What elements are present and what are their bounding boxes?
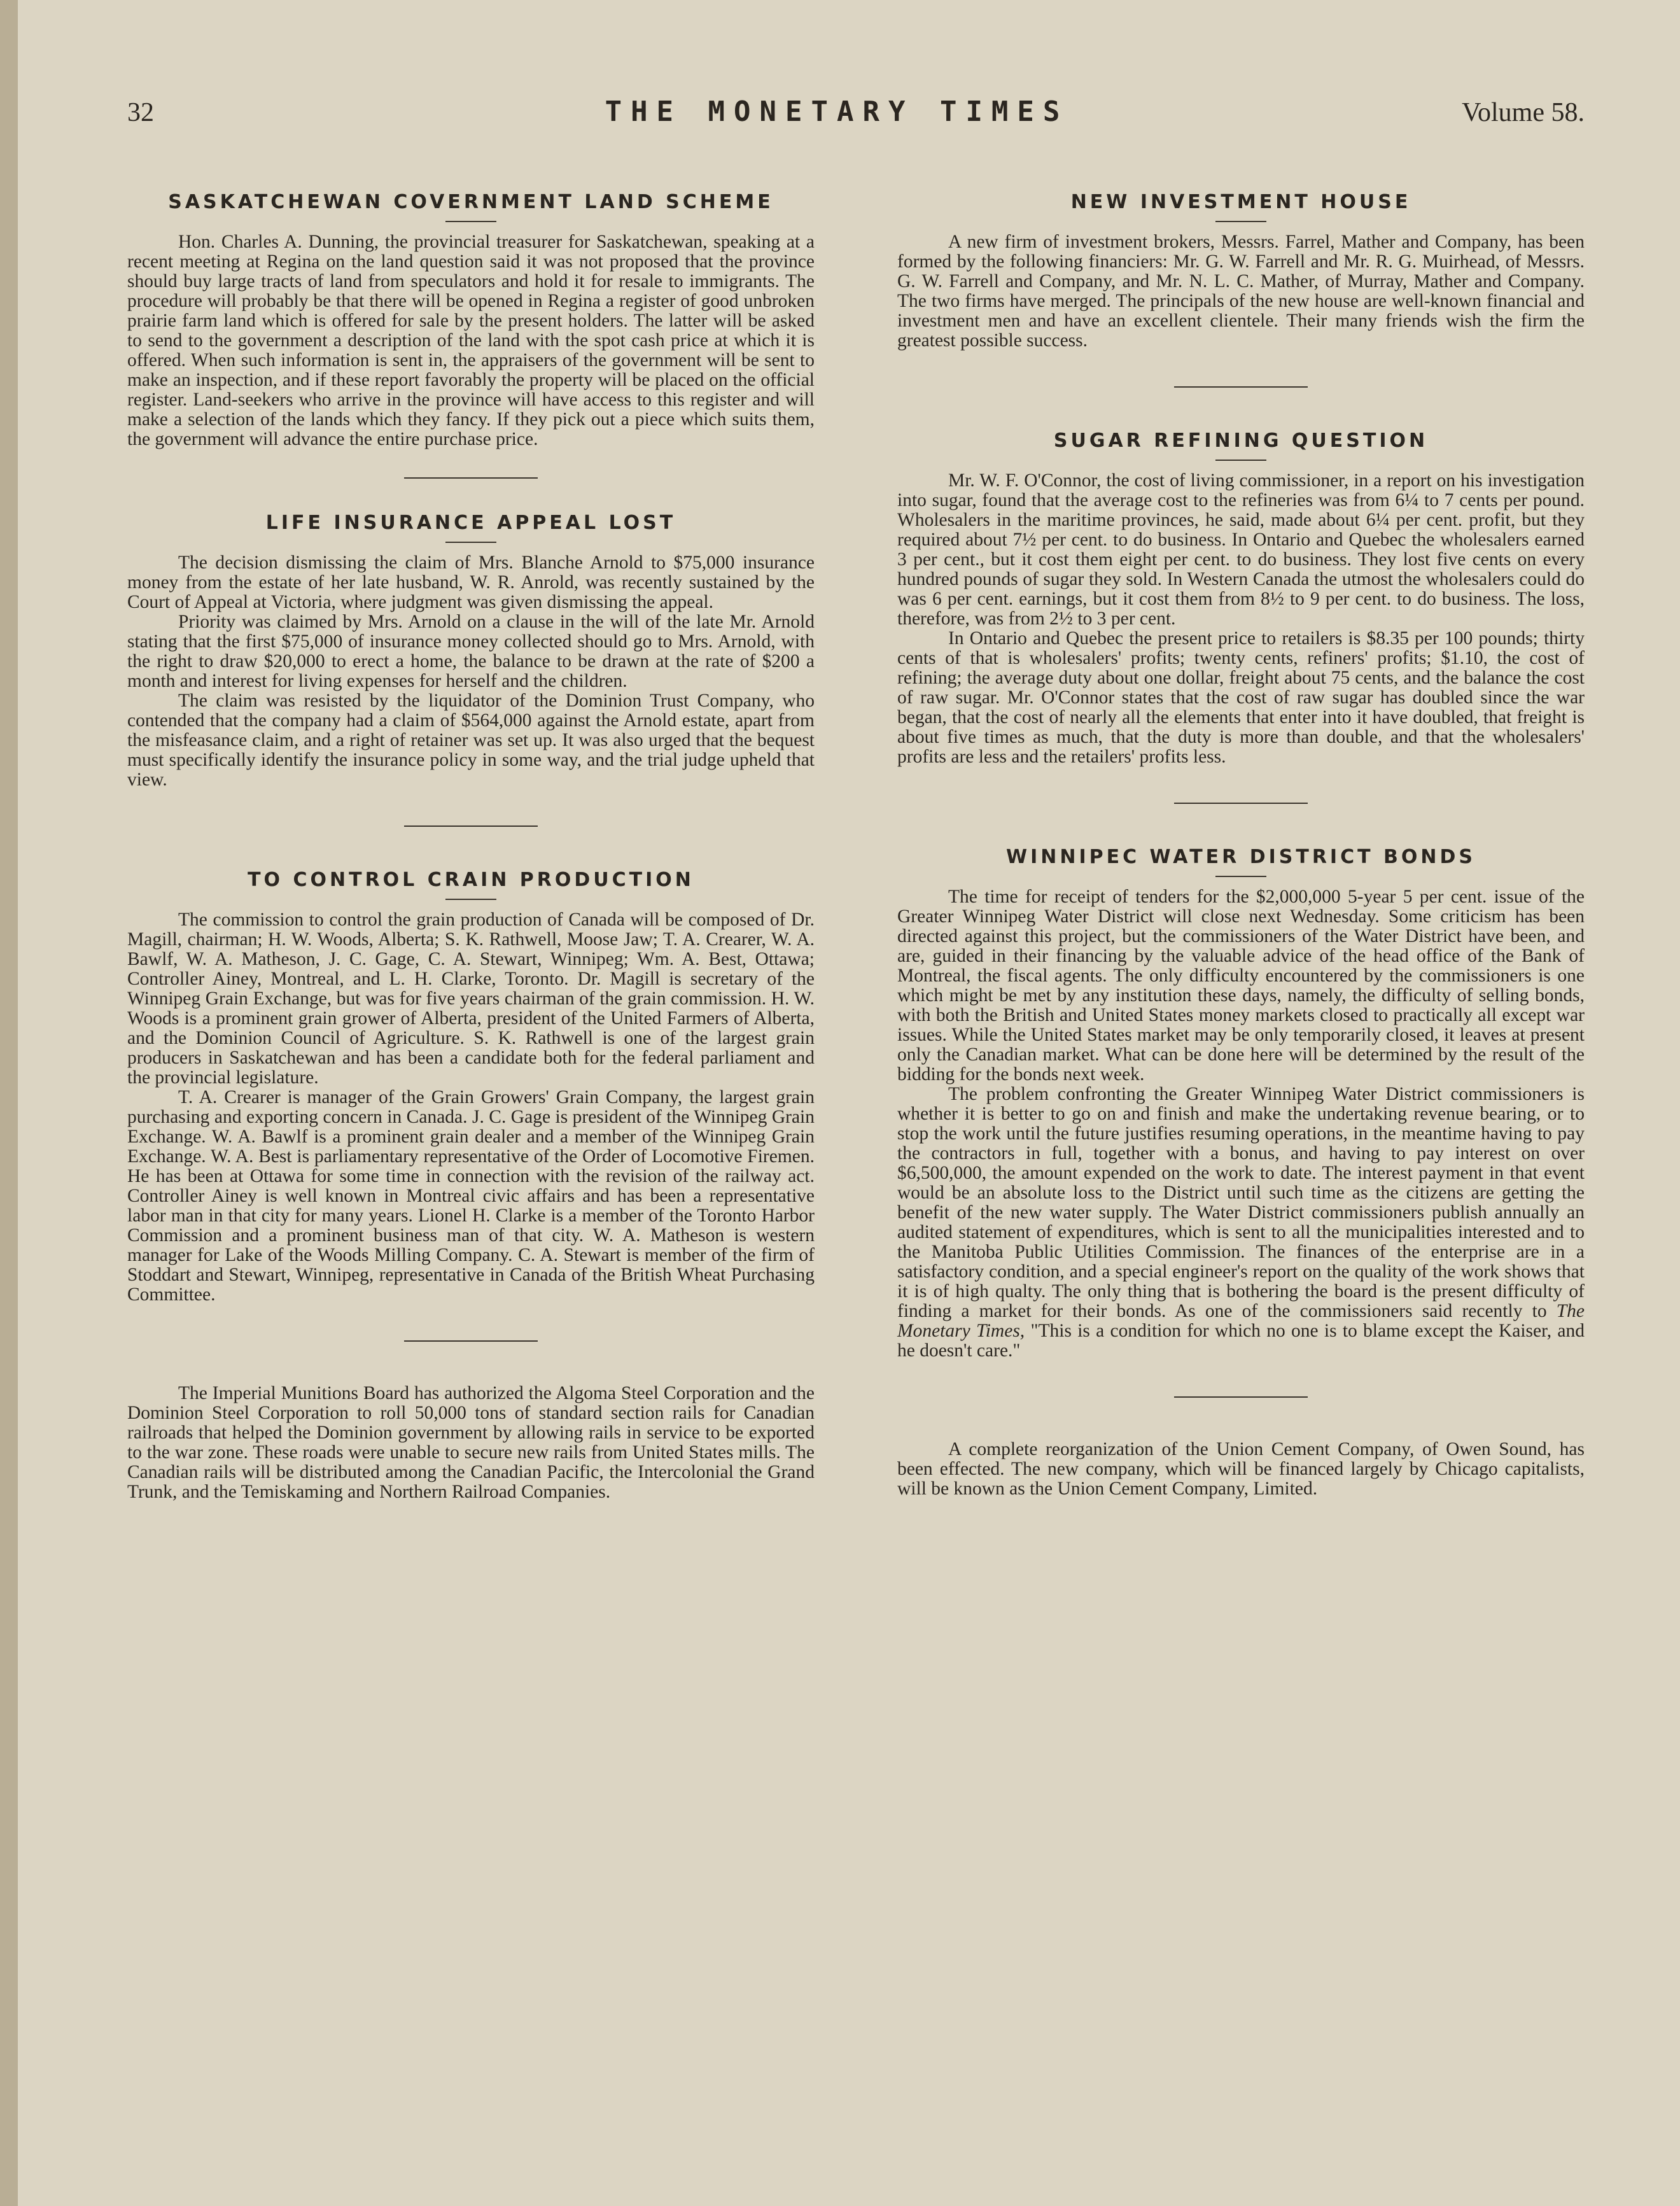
article-paragraph: The claim was resisted by the liquidator of the Dominion Trust Company, who contended that the company had a claim of $564,000 against the Arnold estate, apart from the misfeasance claim, and a right of retainer was set up. It was also urged that the bequest must specifically identify the insurance policy in some way, and the trial judge upheld that view. [127, 691, 815, 790]
page-number: 32 [127, 98, 154, 127]
left-column [127, 191, 815, 1508]
article-munitions-rails [127, 1384, 815, 1502]
title-rule [1215, 876, 1266, 877]
article-separator [1174, 386, 1308, 388]
article-paragraph: Priority was claimed by Mrs. Arnold on a clause in the will of the late Mr. Arnold stating that the first $75,000 of insurance money collected should go to Mrs. Arnold, with the right to draw $20,000 to erect a home, the balance to be drawn at the rate of $200 a month and interest for living expenses for herself and the children. [127, 612, 815, 691]
article-paragraph: The decision dismissing the claim of Mrs. Blanche Arnold to $75,000 insurance money from the estate of her late husband, W. R. Anrold, was recently sustained by the Court of Appeal at Victoria, where judgment was given dismissing the appeal. [127, 552, 815, 612]
article-paragraph: Mr. W. F. O'Connor, the cost of living commissioner, in a report on his investigation into sugar, found that the average cost to the refineries was from 6¼ to 7 cents per pound. Wholesalers in the maritime provinces, he said, made about 6¼ per cent. profit, but they required about 7½ per cent. to do business. In Ontario and Quebec the wholesalers earned 3 per cent., but it cost them eight per cent. to do business. They lost five cents on every hundred pounds of sugar they sold. In Western Canada the utmost the wholesalers could do was 6 per cent. earnings, but it cost them from 8½ to 9 per cent. to do business. The loss, therefore, was from 2½ to 3 per cent. [897, 470, 1585, 629]
article-separator [1174, 1396, 1308, 1398]
title-rule [445, 221, 496, 222]
volume-label: Volume 58. [1462, 98, 1585, 127]
article-paragraph: T. A. Crearer is manager of the Grain Growers' Grain Company, the largest grain purchasing and exporting concern in Canada. J. C. Gage is president of the Winnipeg Grain Exchange. W. A. Bawlf is a prominent grain dealer and a member of the Winnipeg Grain Exchange. W. A. Best is parliamentary representative of the Order of Locomotive Firemen. He has been at Ottawa for some time in connection with the revision of the railway act. Controller Ainey is well known in Montreal civic affairs and has been a representative labor man in that city for many years. Lionel H. Clarke is a member of the Toronto Harbor Commission and a prominent business man of that city. W. A. Matheson is western manager for Lake of the Woods Milling Company. C. A. Stewart is member of the firm of Stoddart and Stewart, Winnipeg, representative in Canada of the British Wheat Purchasing Committee. [127, 1087, 815, 1305]
article-separator [404, 1340, 538, 1342]
columns [127, 191, 1585, 1508]
article-union-cement [897, 1440, 1585, 1499]
article-paragraph [897, 1085, 1585, 1361]
article-paragraph: Hon. Charles A. Dunning, the provincial treasurer for Saskatchewan, speaking at a recent meeting at Regina on the land question said it was not proposed that the province should buy large tracts of land from speculators and hold it for resale to immigrants. The procedure will probably be that there will be opened in Regina a register of good unbroken prairie farm land which is offered for sale by the present holders. The latter will be asked to send to the government a description of the land with the spot cash price at which it is offered. When such information is sent in, the appraisers of the government will be sent to make an inspection, and if these report favorably the property will be placed on the official register. Land-seekers who arrive in the province will have access to this register and will make a selection of the lands which they fancy. If they pick out a piece which suits them, the government will advance the entire purchase price. [127, 232, 815, 449]
article-saskatchewan-land-scheme [127, 191, 815, 449]
article-paragraph: In Ontario and Quebec the present price to retailers is $8.35 per 100 pounds; thirty cents of that is wholesalers' profits; twenty cents, refiners' profits; $1.10, the cost of refining; the average duty about one dollar, freight about 75 cents, and the balance the cost of raw sugar. Mr. O'Connor states that the cost of raw sugar has doubled since the war began, that the cost of nearly all the elements that enter into it have doubled, that freight is about five times as much, that the duty is more than double, and that the wholesalers' profits are less and the retailers' profits less. [897, 628, 1585, 767]
article-investment-house [897, 191, 1585, 351]
article-sugar-refining [897, 430, 1585, 767]
title-rule [445, 899, 496, 900]
right-column [897, 191, 1585, 1508]
page-header [127, 95, 1585, 153]
paragraph-text: "This is a condition for which no one is to blame except the Kaiser, and he doesn't care." [897, 1321, 1585, 1361]
article-water-district-bonds [897, 846, 1585, 1361]
article-title: SUGAR REFINING QUESTION [1053, 430, 1429, 452]
paragraph-text: The problem confronting the Greater Winnipeg Water District commissioners is whether it is better to go on and finish and make the undertaking revenue bearing, or to stop the work until the future justifies resuming operations, in the meantime having to pay the contractors in full, together with a bonus, and having to pay interest on over $6,500,000, the amount expended on the work to date. The interest payment in that event would be an absolute loss to the District until such time as the citizens are getting the benefit of the new water supply. The Water District commissioners publish annually an audited statement of expenditures, which is sent to all the municipalities interested and to the Manitoba Public Utilities Commission. The finances of the enterprise are in a satisfactory condition, and a special engineer's report on the quality of the work shows that it is of high qualty. The only thing that is bothering the board is the present difficulty of finding a market for their bonds. As one of the commissioners said recently to [897, 1084, 1585, 1321]
article-title: NEW INVESTMENT HOUSE [1070, 191, 1411, 213]
article-grain-production [127, 869, 815, 1305]
article-paragraph: The time for receipt of tenders for the $2,000,000 5-year 5 per cent. issue of the Greater Winnipeg Water District will close next Wednesday. Some criticism has been directed against this project, but the commissioners of the Water District have been, and are, guided in their financing by the valuable advice of the head office of the Bank of Montreal, the fiscal agents. The only difficulty encountered by the commissioners is one which might be met by any institution these days, namely, the difficulty of selling bonds, with both the British and United States money markets closed to practically all except war issues. While the United States market may be only temporarily closed, it leaves at present only the Canadian market. What can be done here will be determined by the result of the bidding for the bonds next week. [897, 887, 1585, 1085]
title-rule [1215, 221, 1266, 222]
article-paragraph: A complete reorganization of the Union Cement Company, of Owen Sound, has been effected. The new company, which will be financed largely by Chicago capitalists, will be known as the Union Cement Company, Limited. [897, 1439, 1585, 1499]
article-paragraph: The Imperial Munitions Board has authorized the Algoma Steel Corporation and the Dominion Steel Corporation to roll 50,000 tons of standard section rails for Canadian railroads that helped the Dominion government by allowing rails in service to be exported to the war zone. These roads were unable to secure new rails from United States mills. The Canadian rails will be distributed among the Canadian Pacific, the Intercolonial the Grand Trunk, and the Temiskaming and Northern Railroad Companies. [127, 1383, 815, 1502]
title-rule [445, 542, 496, 543]
article-separator [404, 477, 538, 479]
title-rule [1215, 460, 1266, 461]
article-life-insurance-appeal [127, 512, 815, 790]
article-separator [1174, 803, 1308, 804]
article-paragraph: The commission to control the grain production of Canada will be composed of Dr. Magill, chairman; H. W. Woods, Alberta; S. K. Rathwell, Moose Jaw; T. A. Crearer, W. A. Bawlf, W. A. Matheson, J. C. Gage, C. A. Stewart, Winnipeg; Wm. A. Best, Ottawa; Controller Ainey, Montreal, and L. H. Clarke, Toronto. Dr. Magill is secretary of the Winnipeg Grain Exchange, but was for five years chairman of the grain commission. H. W. Woods is a prominent grain grower of Alberta, president of the United Farmers of Alberta, and the Dominion Council of Agriculture. S. K. Rathwell is one of the largest grain producers in Saskatchewan and has been a candidate both for the federal parliament and the provincial legislature. [127, 910, 815, 1088]
article-title: WINNIPEC WATER DISTRICT BONDS [1005, 846, 1476, 868]
article-title: TO CONTROL CRAIN PRODUCTION [248, 869, 694, 891]
article-separator [404, 825, 538, 827]
publication-name-italic: The Monetary Times, [897, 1301, 1585, 1341]
article-title: LIFE INSURANCE APPEAL LOST [265, 512, 676, 534]
article-paragraph: A new firm of investment brokers, Messrs. Farrel, Mather and Company, has been formed by the following financiers: Mr. G. W. Farrell and Mr. R. G. Muirhead, of Messrs. G. W. Farrell and Company, and Mr. N. L. C. Mather, of Murray, Mather and Company. The two firms have merged. The principals of the new house are well-known financial and investment men and have an excellent clientele. Their many friends wish the firm the greatest possible success. [897, 232, 1585, 351]
publication-title: THE MONETARY TIMES [605, 95, 1069, 128]
article-title: SASKATCHEWAN COVERNMENT LAND SCHEME [168, 191, 774, 213]
